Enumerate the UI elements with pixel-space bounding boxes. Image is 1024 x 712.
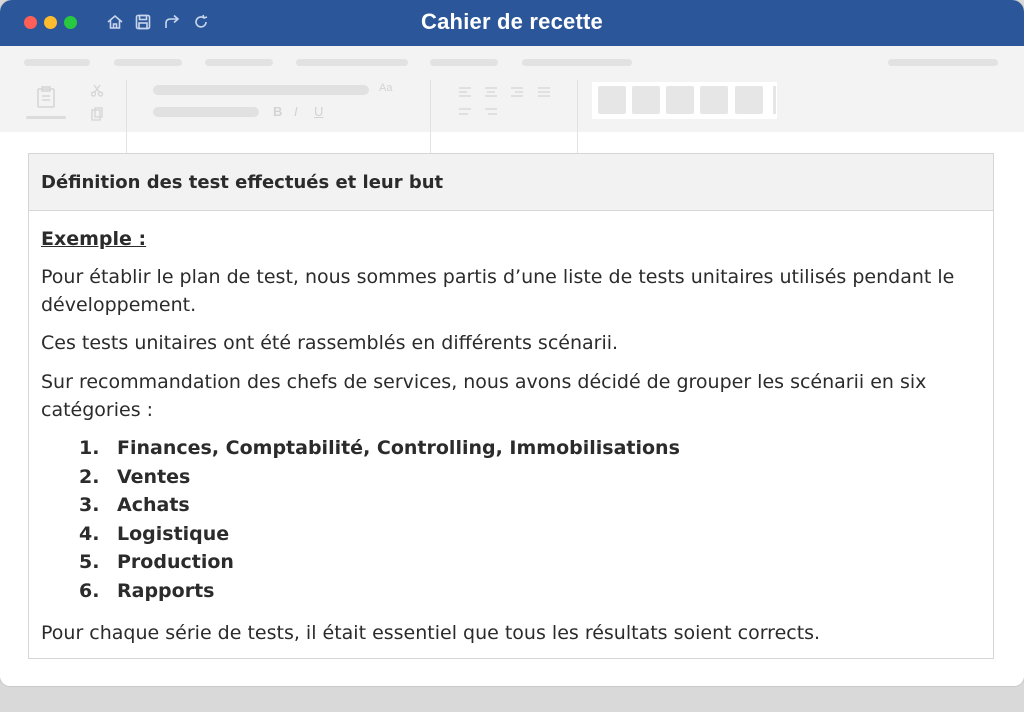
ribbon-tab-placeholder[interactable] <box>205 59 273 66</box>
paste-underline <box>26 116 66 119</box>
paragraph-text: développement. <box>41 294 197 316</box>
ribbon <box>0 46 1024 132</box>
cut-icon[interactable] <box>90 82 104 96</box>
window-title: Cahier de recette <box>421 9 603 34</box>
align-right-icon[interactable] <box>510 83 524 95</box>
ribbon-tab-placeholder[interactable] <box>114 59 182 66</box>
italic-button[interactable]: I <box>294 104 298 119</box>
list-number: 3. <box>79 494 100 516</box>
paragraph-text: Sur recommandation des chefs de services, nous avons décidé de grouper les scénarii en six <box>41 371 927 393</box>
ribbon-tab-placeholder[interactable] <box>296 59 408 66</box>
paragraph-text: Pour chaque série de tests, il était essentiel que tous les résultats soient corrects. <box>41 622 821 644</box>
list-item: Ventes <box>117 466 191 488</box>
list-number: 6. <box>79 580 100 602</box>
list-bullets-icon[interactable] <box>458 103 472 115</box>
list-number: 4. <box>79 523 100 545</box>
underline-button[interactable]: U <box>314 104 324 119</box>
paragraph-text: catégories : <box>41 399 154 421</box>
list-item: Production <box>117 551 234 573</box>
align-center-icon[interactable] <box>484 83 498 95</box>
list-numbers-icon[interactable] <box>484 103 498 115</box>
style-swatch[interactable] <box>666 86 694 114</box>
style-swatch[interactable] <box>700 86 728 114</box>
ribbon-tab-placeholder[interactable] <box>24 59 90 66</box>
list-number: 2. <box>79 466 100 488</box>
font-size-box[interactable] <box>153 107 259 117</box>
ribbon-tab-placeholder[interactable] <box>888 59 998 66</box>
style-swatch[interactable] <box>598 86 626 114</box>
style-swatch[interactable] <box>735 86 763 114</box>
table-header-text: Définition des test effectués et leur but <box>41 172 444 193</box>
list-item: Achats <box>117 494 190 516</box>
paragraph-text: Ces tests unitaires ont été rassemblés en différents scénarii. <box>41 332 619 354</box>
styles-gallery-scroll[interactable] <box>773 86 776 114</box>
font-size-icon[interactable]: Aa <box>379 82 393 94</box>
list-number: 1. <box>79 437 100 459</box>
justify-icon[interactable] <box>537 83 551 95</box>
list-item: Logistique <box>117 523 230 545</box>
ribbon-tab-placeholder[interactable] <box>522 59 632 66</box>
bold-button[interactable]: B <box>273 104 283 119</box>
example-label: Exemple : <box>41 228 147 250</box>
font-family-box[interactable] <box>153 85 369 95</box>
ribbon-tab-placeholder[interactable] <box>430 59 498 66</box>
document-table <box>28 153 994 659</box>
list-item: Finances, Comptabilité, Controlling, Immobilisations <box>117 437 680 459</box>
list-item: Rapports <box>117 580 215 602</box>
align-left-icon[interactable] <box>458 83 472 95</box>
paragraph-text: Pour établir le plan de test, nous sommes partis d’une liste de tests unitaires utilisés pendant le <box>41 266 955 288</box>
table-header-cell <box>29 154 993 211</box>
style-swatch[interactable] <box>632 86 660 114</box>
copy-icon[interactable] <box>90 106 104 120</box>
title-bar <box>0 0 1024 46</box>
list-number: 5. <box>79 551 100 573</box>
paste-icon[interactable] <box>34 84 60 110</box>
